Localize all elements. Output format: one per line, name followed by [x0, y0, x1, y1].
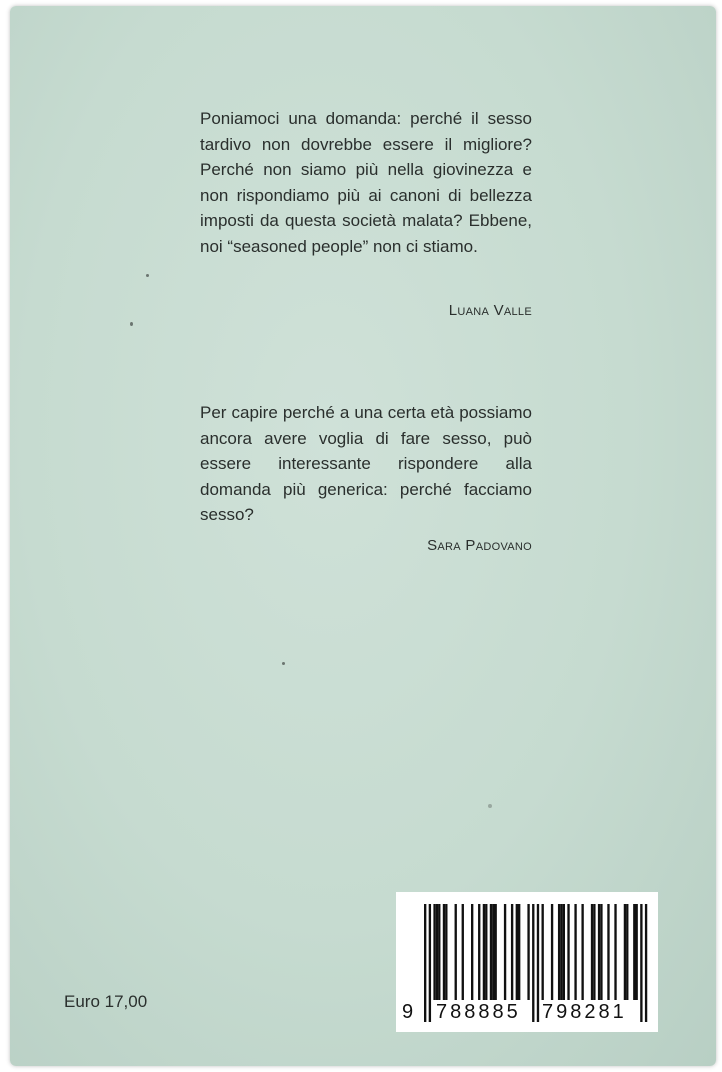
- barcode-guard-bar: [429, 904, 431, 1022]
- barcode-bar: [598, 904, 600, 1000]
- paper-speck: [488, 804, 492, 808]
- barcode-guard-bar: [537, 904, 539, 1022]
- barcode-bar: [614, 904, 616, 1000]
- author-sara-padovano: Sara Padovano: [427, 537, 532, 554]
- barcode-bar: [633, 904, 635, 1000]
- barcode-guard-bar: [645, 904, 647, 1022]
- barcode-bar: [436, 904, 438, 1000]
- barcode-guard-bar: [640, 904, 642, 1022]
- paper-speck: [130, 322, 133, 326]
- barcode-bar: [443, 904, 445, 1000]
- barcode-bar: [636, 904, 638, 1000]
- barcode-bar: [511, 904, 513, 1000]
- price-label: Euro 17,00: [64, 992, 148, 1011]
- barcode-guard-bar: [424, 904, 426, 1022]
- barcode-left-digits: 788885: [436, 1001, 521, 1023]
- back-cover: [10, 6, 716, 1066]
- barcode-bar: [492, 904, 494, 1000]
- barcode-bar: [471, 904, 473, 1000]
- barcode-bar: [495, 904, 497, 1000]
- barcode-bar: [483, 904, 485, 1000]
- barcode-bar: [551, 904, 553, 1000]
- barcode-bar: [518, 904, 520, 1000]
- barcode-bar: [626, 904, 628, 1000]
- barcode-bar: [560, 904, 562, 1000]
- barcode-guard-bar: [532, 904, 534, 1022]
- author-luana-valle: Luana Valle: [448, 302, 532, 319]
- barcode-bar: [445, 904, 447, 1000]
- barcode-bar: [516, 904, 518, 1000]
- barcode-bar: [563, 904, 565, 1000]
- paper-speck: [282, 662, 285, 665]
- barcode-bar: [455, 904, 457, 1000]
- barcode-bar: [438, 904, 440, 1000]
- barcode-bar: [600, 904, 602, 1000]
- barcode-bar: [591, 904, 593, 1000]
- barcode-bar: [567, 904, 569, 1000]
- quote-sara-padovano: Per capire perché a una certa età possiamo ancora avere voglia di fare sesso, può essere interessante rispondere alla domanda più generica: perché facciamo sesso?: [200, 403, 532, 524]
- barcode-bar: [504, 904, 506, 1000]
- barcode-bar: [581, 904, 583, 1000]
- quote-luana-valle: Poniamoci una domanda: perché il sesso tardivo non dovrebbe essere il migliore? Perché non siamo più nella giovinezza e non rispondiamo più ai canoni di bellezza imposti da questa società malata? Ebbene, noi “seasoned people” non ci stiamo.: [200, 109, 532, 256]
- barcode-bar: [462, 904, 464, 1000]
- barcode-bar: [593, 904, 595, 1000]
- barcode-bar: [490, 904, 492, 1000]
- barcode-lead-digit: 9: [402, 1001, 414, 1023]
- barcode-bar: [485, 904, 487, 1000]
- barcode-bar: [558, 904, 560, 1000]
- paper-speck: [146, 274, 149, 277]
- barcode-bar: [542, 904, 544, 1000]
- isbn-barcode: [396, 892, 658, 1032]
- barcode-bar: [478, 904, 480, 1000]
- barcode-bar: [433, 904, 435, 1000]
- barcode-bar: [527, 904, 529, 1000]
- barcode-bar: [607, 904, 609, 1000]
- barcode-bar: [574, 904, 576, 1000]
- barcode-right-digits: 798281: [542, 1001, 627, 1023]
- barcode-bar: [624, 904, 626, 1000]
